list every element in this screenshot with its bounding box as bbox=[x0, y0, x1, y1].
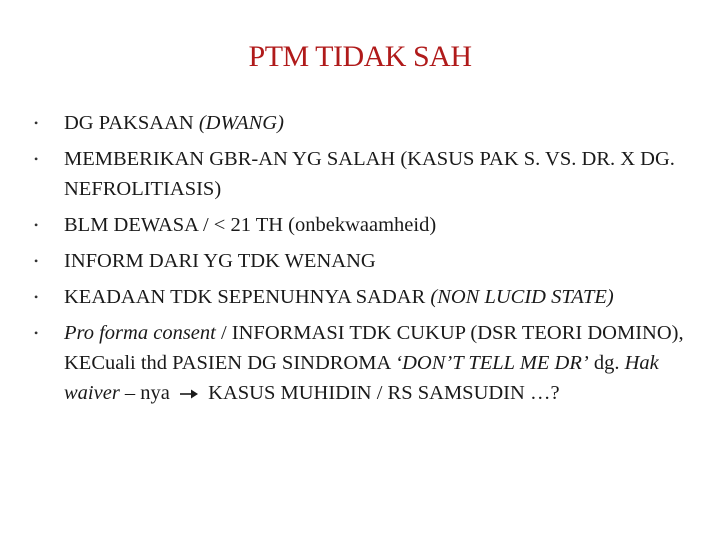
slide-title: PTM TIDAK SAH bbox=[248, 40, 472, 73]
item-text: INFORM DARI YG TDK WENANG bbox=[64, 250, 376, 272]
list-item bbox=[30, 210, 690, 240]
bullet-icon: • bbox=[34, 152, 39, 166]
item-text: / INFORMASI TDK CUKUP (DSR TEORI DOMINO), KECuali thd PASIEN DG SINDROMA bbox=[64, 322, 684, 374]
bullet-icon: • bbox=[34, 116, 39, 130]
item-text: DG PAKSAAN bbox=[64, 112, 199, 134]
list-item bbox=[30, 246, 690, 276]
list-item bbox=[30, 108, 690, 138]
bullet-icon: • bbox=[34, 326, 39, 340]
item-text: dg. bbox=[588, 352, 625, 374]
list-item bbox=[30, 144, 690, 204]
item-italic-text: Pro forma consent bbox=[64, 322, 216, 344]
list-item bbox=[30, 282, 690, 312]
item-text: BLM DEWASA / < 21 TH (onbekwaamheid) bbox=[64, 214, 437, 236]
right-arrow-icon bbox=[179, 388, 199, 400]
bullet-icon: • bbox=[34, 218, 39, 232]
item-italic-text: Hak waiver bbox=[64, 352, 659, 404]
item-text: KASUS MUHIDIN / RS SAMSUDIN …? bbox=[203, 382, 560, 404]
item-text: KEADAAN TDK SEPENUHNYA SADAR bbox=[64, 286, 431, 308]
item-italic-text: (DWANG) bbox=[198, 112, 284, 134]
item-italic-text: (NON LUCID STATE) bbox=[430, 286, 614, 308]
bullet-icon: • bbox=[34, 254, 39, 268]
item-italic-text: ‘DON’T TELL ME DR’ bbox=[395, 352, 589, 374]
bullet-icon: • bbox=[34, 290, 39, 304]
list-item bbox=[30, 318, 690, 408]
item-text: MEMBERIKAN GBR-AN YG SALAH (KASUS PAK S. VS. DR. X DG. NEFROLITIASIS) bbox=[64, 148, 675, 200]
bullet-list bbox=[30, 108, 690, 414]
item-text: – nya bbox=[119, 382, 176, 404]
